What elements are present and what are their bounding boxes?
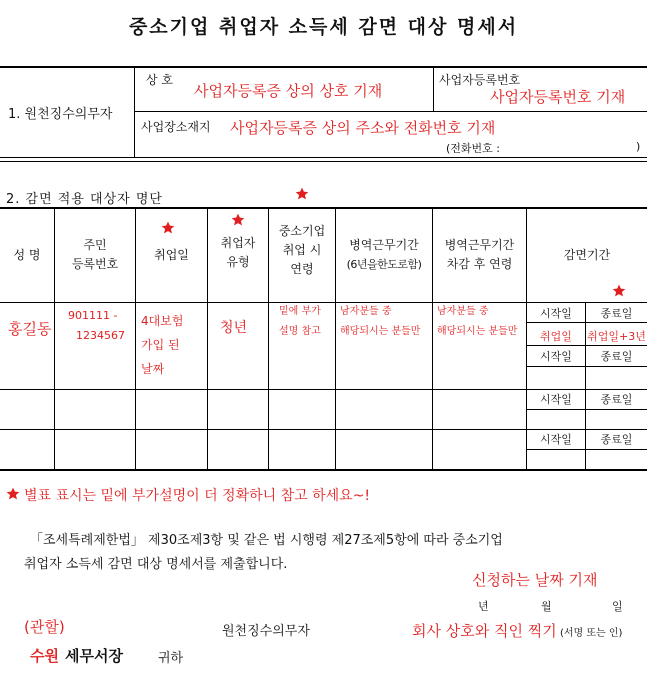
- row1-end-value: 취업일+3년: [587, 330, 646, 343]
- business-name-note: 사업자등록증 상의 상호 기재: [194, 82, 383, 100]
- row1-age: 밑에 부가 설명 참고: [279, 306, 321, 337]
- row3-end-label: 종료일: [600, 393, 633, 406]
- section1-col-divider: [433, 67, 434, 111]
- row3-start-label: 시작일: [540, 393, 572, 406]
- row1-rrn: 901111 - 1234567: [68, 309, 125, 342]
- business-address-note: 사업자등록증 상의 주소와 전화번호 기재: [230, 119, 496, 137]
- row2-start-label: 시작일: [540, 350, 572, 363]
- table-row-divider: [0, 389, 647, 390]
- period-subrow-line: [527, 409, 647, 410]
- row1-age-after: 남자분들 중 해당되시는 분들만: [437, 306, 518, 337]
- honorific: 귀하: [158, 651, 184, 666]
- header-age: 중소기업 취업 시 연령: [278, 224, 326, 276]
- section2-label: 2. 감면 적용 대상자 명단: [6, 192, 163, 207]
- period-subrow-line: [527, 322, 647, 323]
- header-age-after: 병역근무기간 차감 후 연령: [444, 238, 515, 271]
- header-military: 병역근무기간 (6년을한도로함): [346, 238, 422, 271]
- star-icon: [612, 284, 626, 298]
- section1-row-divider: [134, 111, 647, 112]
- row2-end-label: 종료일: [600, 350, 633, 363]
- table-row-divider: [0, 429, 647, 430]
- period-subrow-line: [527, 345, 647, 346]
- jurisdiction-note: (관할): [24, 618, 65, 636]
- period-subrow-line: [527, 366, 647, 367]
- header-period: 감면기간: [563, 248, 611, 262]
- row4-start-label: 시작일: [540, 433, 572, 446]
- star-icon: [161, 221, 175, 235]
- footnote: 별표 표시는 밑에 부가설명이 더 정확하니 참고 하세요~!: [24, 488, 371, 504]
- phone-label: (전화번호 :: [446, 142, 500, 155]
- seal-note: 회사 상호와 직인 찍기: [412, 622, 557, 640]
- date-note: 신청하는 날짜 기재: [472, 571, 598, 589]
- row1-military: 남자분들 중 해당되시는 분들만: [340, 306, 421, 337]
- table-header-bottom: [0, 302, 647, 303]
- tax-office: 세무서장: [65, 647, 123, 665]
- table-top-border: [0, 207, 647, 209]
- business-regno-label: 사업자등록번호: [439, 73, 521, 87]
- row1-type: 청년: [220, 320, 248, 336]
- withholder-label: 원천징수의무자: [222, 624, 310, 639]
- star-icon: [231, 213, 245, 227]
- period-subrow-line: [527, 449, 647, 450]
- date-month: 월: [541, 600, 552, 613]
- section1-divider: [134, 67, 135, 157]
- row1-start-label: 시작일: [540, 307, 572, 320]
- section1-label: 1. 원천징수의무자: [8, 107, 113, 122]
- section1-top-border: [0, 66, 647, 68]
- table-bottom-border: [0, 469, 647, 471]
- star-icon: [295, 187, 309, 201]
- date-day: 일: [612, 600, 623, 613]
- seal-hint: (서명 또는 인): [560, 628, 623, 639]
- header-type: 취업자 유형: [220, 236, 256, 269]
- statement-line-1: 「조세특례제한법」 제30조제3항 및 같은 법 시행령 제27조제5항에 따라 중소기업: [30, 533, 503, 548]
- header-rrn: 주민 등록번호: [71, 238, 119, 271]
- header-name: 성 명: [13, 248, 41, 262]
- row4-end-label: 종료일: [600, 433, 633, 446]
- section1-bottom-border-double: [0, 161, 647, 162]
- row1-hire-date: 4대보험 가입 된 날짜: [141, 314, 184, 376]
- section1-bottom-border: [0, 157, 647, 158]
- page-title: 중소기업 취업자 소득세 감면 대상 명세서: [128, 16, 519, 38]
- date-year: 년: [478, 600, 489, 613]
- row1-start-value: 취업일: [540, 330, 572, 343]
- business-address-label: 사업장소재지: [141, 120, 211, 134]
- header-hire-date: 취업일: [154, 248, 189, 262]
- row1-end-label: 종료일: [600, 307, 633, 320]
- business-regno-note: 사업자등록번호 기재: [490, 88, 626, 106]
- phone-close: ): [636, 140, 641, 153]
- statement-line-2: 취업자 소득세 감면 대상 명세서를 제출합니다.: [24, 557, 288, 572]
- star-icon: [6, 487, 20, 501]
- business-name-label: 상 호: [146, 73, 173, 87]
- row1-name: 홍길동: [8, 320, 52, 338]
- office-city: 수원: [30, 647, 59, 665]
